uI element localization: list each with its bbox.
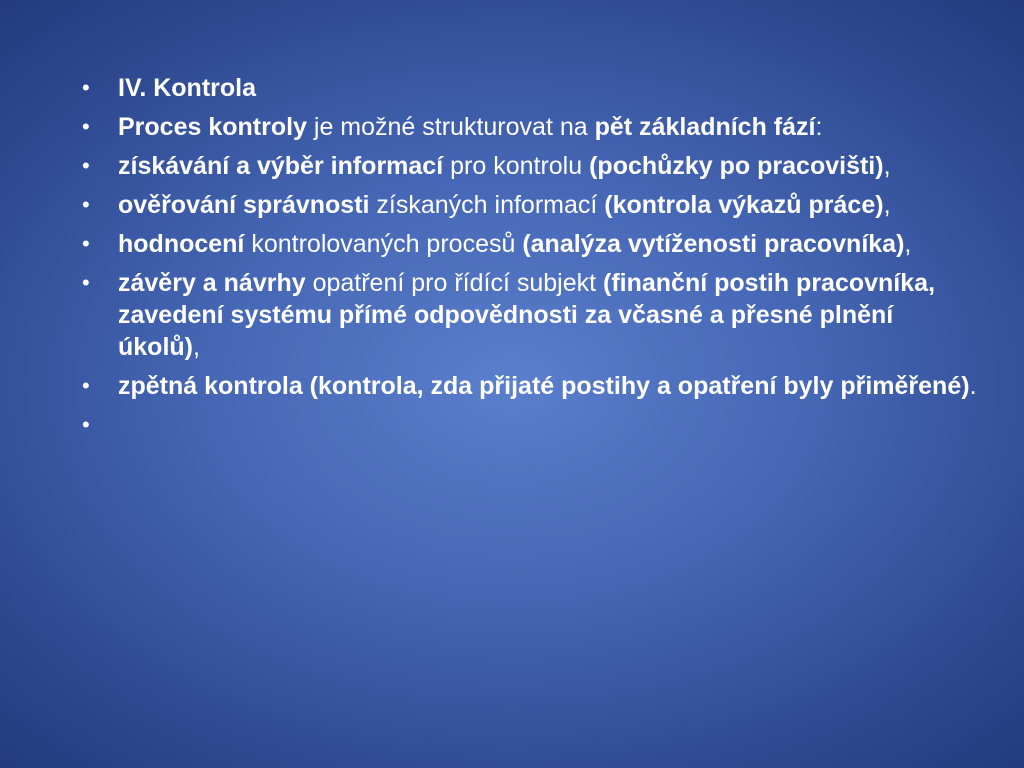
text-bold: ověřování správnosti bbox=[118, 191, 370, 219]
text: : bbox=[815, 113, 823, 141]
bullet-item bbox=[82, 370, 982, 402]
bullet-item bbox=[82, 72, 982, 104]
bullet-icon: • bbox=[82, 114, 90, 139]
bullet-icon: • bbox=[82, 192, 90, 217]
bullet-item bbox=[82, 267, 982, 363]
text: , bbox=[883, 152, 891, 180]
bullet-icon: • bbox=[82, 153, 90, 178]
text: pro kontrolu bbox=[443, 152, 590, 180]
text-bold: (kontrola výkazů práce) bbox=[604, 191, 884, 219]
text-bold: Proces kontroly bbox=[118, 113, 307, 141]
text-bold: zpětná kontrola (kontrola, zda přijaté postihy a opatření byly přiměřené) bbox=[118, 372, 970, 400]
bullet-icon: • bbox=[82, 412, 90, 437]
text: je možné strukturovat na bbox=[306, 113, 595, 141]
text-bold: získávání a výběr informací bbox=[118, 152, 444, 180]
bullet-item bbox=[82, 111, 982, 143]
bullet-icon: • bbox=[82, 270, 90, 295]
bullet-icon: • bbox=[82, 231, 90, 256]
text-bold: (analýza vytíženosti pracovníka) bbox=[522, 230, 905, 258]
bullet-item-empty bbox=[82, 409, 982, 441]
bullet-list bbox=[82, 72, 982, 448]
text-bold: (pochůzky po pracovišti) bbox=[589, 152, 884, 180]
text: , bbox=[883, 191, 891, 219]
text: opatření pro řídící subjekt bbox=[305, 269, 604, 297]
text: kontrolovaných procesů bbox=[244, 230, 523, 258]
text-bold: hodnocení bbox=[118, 230, 245, 258]
bullet-icon: • bbox=[82, 373, 90, 398]
bullet-item bbox=[82, 189, 982, 221]
text: . bbox=[969, 372, 977, 400]
text-bold: závěry a návrhy bbox=[118, 269, 306, 297]
text: získaných informací bbox=[369, 191, 605, 219]
bullet-icon: • bbox=[82, 75, 90, 100]
text-bold: pět základních fází bbox=[594, 113, 816, 141]
bullet-item bbox=[82, 150, 982, 182]
text-bold: IV. Kontrola bbox=[118, 74, 256, 102]
text: , bbox=[904, 230, 912, 258]
text-bold: (finanční postih pracovníka, zavedení systému přímé odpovědnosti za včasné a přesné plnění úkolů) bbox=[118, 269, 936, 361]
text: , bbox=[193, 333, 200, 361]
bullet-item bbox=[82, 228, 982, 260]
